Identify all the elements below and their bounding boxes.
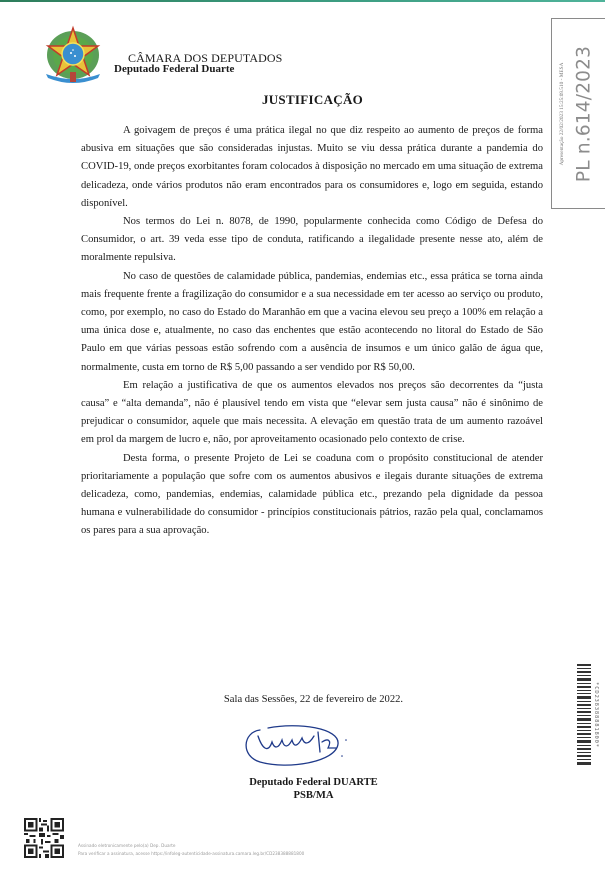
electronic-signature-footer	[78, 842, 304, 858]
signer-name: Deputado Federal DUARTE	[249, 777, 378, 788]
stamp-presentation	[556, 21, 568, 207]
institution-name: CÂMARA DOS DEPUTADOS	[128, 51, 283, 65]
signature-icon	[238, 718, 358, 768]
paragraph: Desta forma, o presente Projeto de Lei se coaduna com o propósito constitucional de atender prioritariamente a população que sofre com os aumentos abusivos e ilegais durante situações de extrema delicadeza, como, pandemias, endemias, calamidade pública etc., prezando pela dignidade da pessoa humana e vulnerabilidade do consumidor - princípios constitucionais pátrios, razão pela qual, conclamamos os pares para a sua aprovação.	[81, 452, 543, 537]
signer-party: PSB/MA	[293, 790, 334, 801]
justification-body	[81, 122, 543, 541]
paragraph: A goivagem de preços é uma prática ilegal no que diz respeito ao aumento de preços de forma abusiva em situações que são consideradas injustas. Muito se viu dessa prática durante a pandemia do COVID-19, onde preços exorbitantes foram colocados à disposição no mercado em uma situação de extrema delicadeza, onde vários produtos não eram encontrados para os consumidores e, logo em seguida, estando disponível.	[81, 125, 543, 209]
verify-line[interactable]: Para verificar a assinatura, acesse https://infoleg-autenticidade-assinatura.camara.leg.br/CD238388881800	[78, 851, 305, 856]
stamp-bill-number	[569, 21, 599, 207]
document-title: JUSTIFICAÇÃO	[261, 92, 364, 107]
place-date: Sala das Sessões, 22 de fevereiro de 2022.	[223, 694, 404, 705]
paragraph: No caso de questões de calamidade pública, pandemias, endemias etc., essa prática se torna ainda mais frequente frente a fragilização do consumidor e a sua necessidade em ter acesso ao serviço ou produto, como, por exemplo, no caso do Estado do Maranhão em que a vacina elevou seu preço a 100% em relação a uma única dose e, atualmente, no caso das enchentes que estão acontecendo no litoral do Estado de São Paulo em que várias pessoas estão sofrendo com a ausência de insumos e um único galão de água que, normalmente, custa em torno de R$ 5,00 passando a ser vendido por R$ 50,00.	[81, 270, 543, 373]
stamp-presentation-text: Apresentação 22/02/2023 15:25:09.510 - MESA	[559, 62, 565, 166]
stamp-bill-number-text: PL n.614/2023	[573, 45, 595, 183]
registration-stamp	[551, 18, 605, 209]
barcode-code	[591, 664, 601, 766]
signer-block	[0, 776, 605, 802]
signed-line: Assinado eletronicamente pelo(a) Dep. Duarte	[78, 843, 176, 848]
barcode-icon	[577, 664, 591, 766]
barcode-code-text: *CD238388881800*	[593, 682, 599, 748]
coat-of-arms-icon	[38, 22, 108, 88]
author-name: Deputado Federal Duarte	[114, 63, 235, 75]
qr-code-icon[interactable]	[24, 818, 64, 858]
top-accent-bar	[0, 0, 605, 2]
paragraph: Em relação a justificativa de que os aumentos elevados nos preços são decorrentes da “justa causa” e “alta demanda”, não é plausível tendo em vista que “elevar sem justa causa” não é sinônimo de prejudicar o consumidor, aquele que mais necessita. A elevação em questão trata de um aumento razoável em prol da margem de lucro e, não, por aproveitamento ocasionado pelo contexto de crise.	[81, 379, 543, 446]
paragraph: Nos termos do Lei n. 8078, de 1990, popularmente conhecida como Código de Defesa do Consumidor, o art. 39 veda esse tipo de conduta, ratificando a ilegalidade presente nesse ato, além de moralmente repulsiva.	[81, 216, 543, 264]
